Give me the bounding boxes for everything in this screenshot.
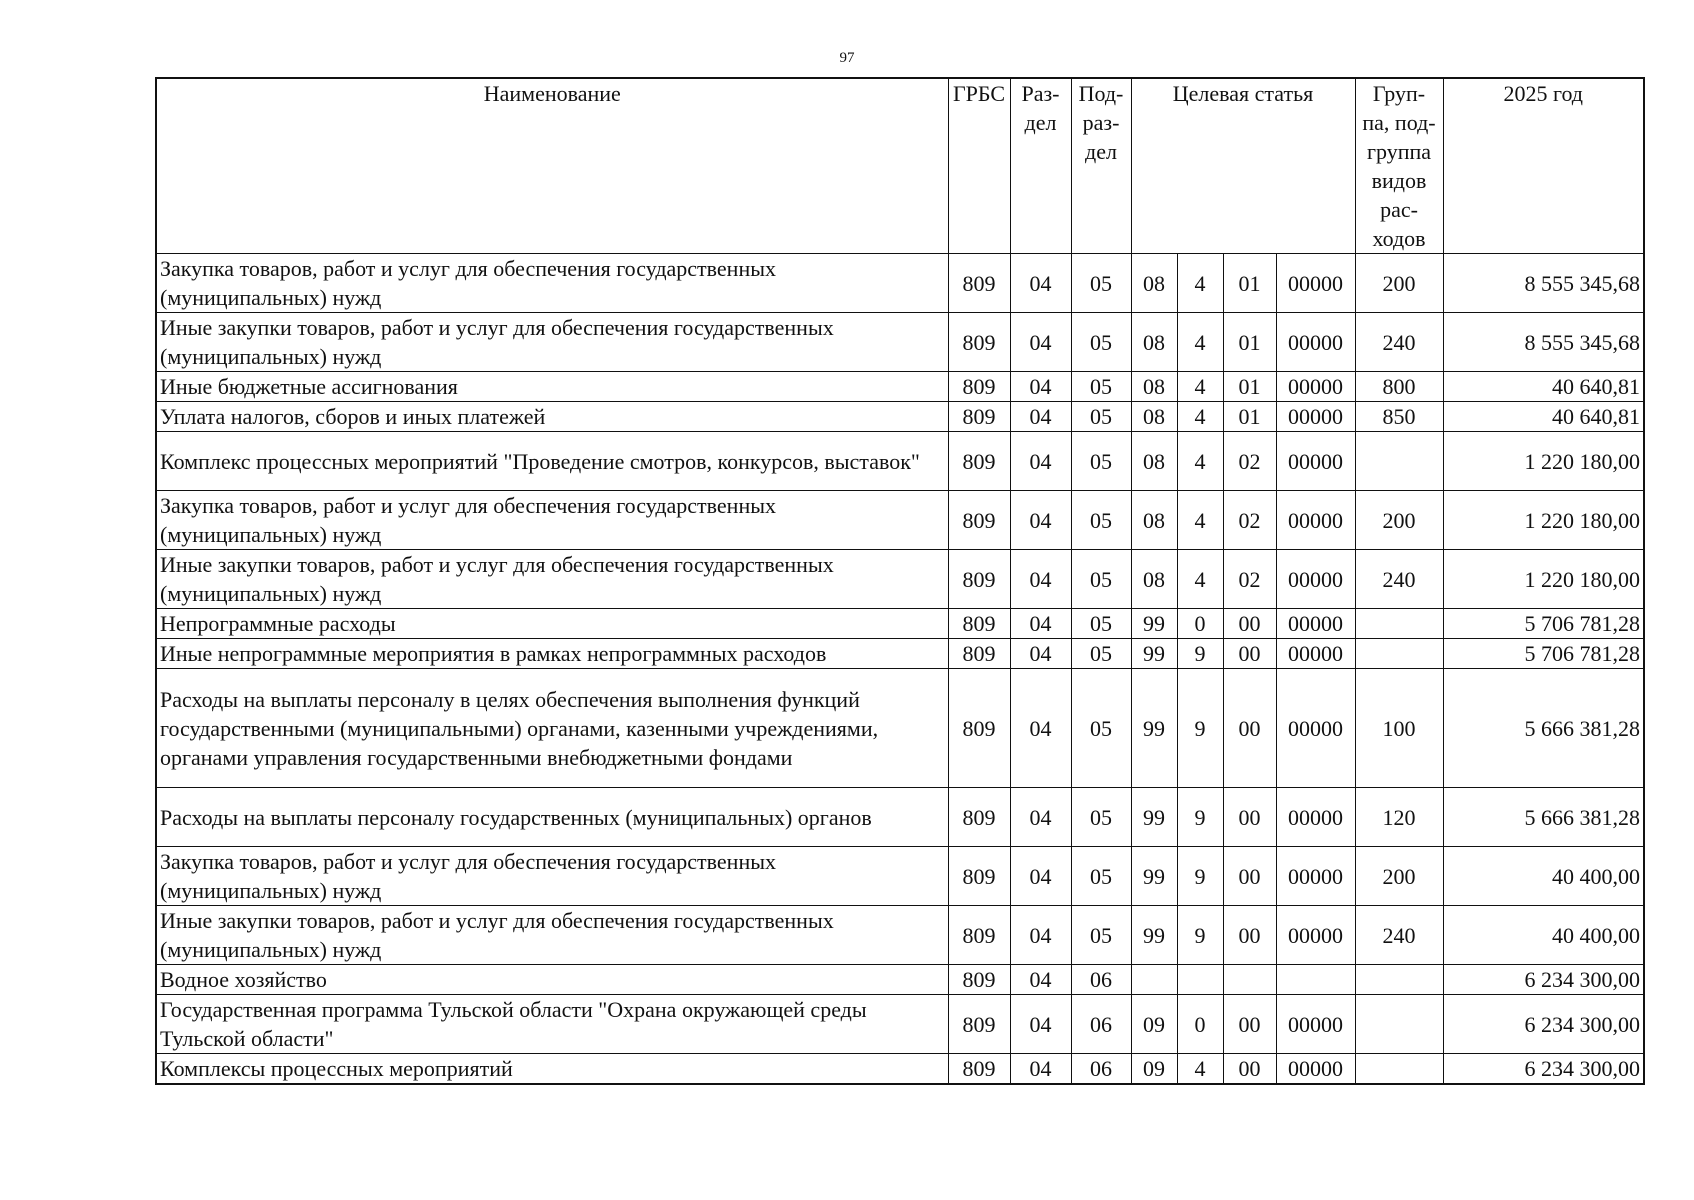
- row-expense-group: [1355, 432, 1443, 491]
- row-target-program: 99: [1131, 609, 1177, 639]
- row-expense-group: 240: [1355, 906, 1443, 965]
- header-podrazdel: Под- раз- дел: [1071, 78, 1131, 254]
- row-razdel: 04: [1010, 906, 1071, 965]
- row-target-subprogram: [1223, 965, 1276, 995]
- row-name: Закупка товаров, работ и услуг для обеспечения государственных (муниципальных) нужд: [156, 847, 948, 906]
- row-razdel: 04: [1010, 550, 1071, 609]
- row-amount: 5 666 381,28: [1443, 669, 1644, 788]
- header-target-article: Целевая статья: [1131, 78, 1355, 254]
- row-expense-group: [1355, 609, 1443, 639]
- row-grbs: 809: [948, 491, 1010, 550]
- row-grbs: 809: [948, 847, 1010, 906]
- row-target-direction: 00000: [1276, 639, 1355, 669]
- header-razdel: Раз- дел: [1010, 78, 1071, 254]
- row-name: Иные непрограммные мероприятия в рамках непрограммных расходов: [156, 639, 948, 669]
- row-name: Государственная программа Тульской области "Охрана окружающей среды Тульской области": [156, 995, 948, 1054]
- row-target-direction: 00000: [1276, 906, 1355, 965]
- row-target-subprogram: 02: [1223, 432, 1276, 491]
- row-target-direction: 00000: [1276, 995, 1355, 1054]
- header-expense-group: Груп- па, под- группа видов рас- ходов: [1355, 78, 1443, 254]
- row-name: Иные закупки товаров, работ и услуг для обеспечения государственных (муниципальных) нужд: [156, 906, 948, 965]
- row-target-type: [1177, 965, 1223, 995]
- row-grbs: 809: [948, 669, 1010, 788]
- row-amount: 40 640,81: [1443, 402, 1644, 432]
- row-podrazdel: 05: [1071, 669, 1131, 788]
- row-name: Водное хозяйство: [156, 965, 948, 995]
- table-row: [156, 669, 1644, 788]
- row-grbs: 809: [948, 313, 1010, 372]
- row-name: Комплексы процессных мероприятий: [156, 1054, 948, 1085]
- row-grbs: 809: [948, 965, 1010, 995]
- row-target-subprogram: 00: [1223, 1054, 1276, 1085]
- row-target-type: 9: [1177, 639, 1223, 669]
- row-grbs: 809: [948, 609, 1010, 639]
- row-target-direction: 00000: [1276, 313, 1355, 372]
- row-name: Непрограммные расходы: [156, 609, 948, 639]
- row-target-direction: 00000: [1276, 788, 1355, 847]
- row-target-program: 08: [1131, 491, 1177, 550]
- row-target-type: 9: [1177, 906, 1223, 965]
- row-amount: 6 234 300,00: [1443, 965, 1644, 995]
- row-target-direction: 00000: [1276, 254, 1355, 313]
- row-target-subprogram: 00: [1223, 995, 1276, 1054]
- header-name: Наименование: [156, 78, 948, 254]
- row-grbs: 809: [948, 372, 1010, 402]
- row-expense-group: [1355, 995, 1443, 1054]
- table-header-row: [156, 78, 1644, 254]
- row-target-type: 9: [1177, 847, 1223, 906]
- row-target-program: 99: [1131, 788, 1177, 847]
- row-target-type: 0: [1177, 995, 1223, 1054]
- row-name: Уплата налогов, сборов и иных платежей: [156, 402, 948, 432]
- row-target-direction: 00000: [1276, 550, 1355, 609]
- row-target-program: 08: [1131, 402, 1177, 432]
- row-name: Закупка товаров, работ и услуг для обеспечения государственных (муниципальных) нужд: [156, 254, 948, 313]
- row-razdel: 04: [1010, 432, 1071, 491]
- table-row: [156, 432, 1644, 491]
- row-target-program: 09: [1131, 1054, 1177, 1085]
- row-target-program: 99: [1131, 847, 1177, 906]
- row-podrazdel: 06: [1071, 995, 1131, 1054]
- row-target-type: 4: [1177, 372, 1223, 402]
- row-grbs: 809: [948, 906, 1010, 965]
- row-expense-group: [1355, 639, 1443, 669]
- table-row: [156, 313, 1644, 372]
- row-target-type: 0: [1177, 609, 1223, 639]
- row-grbs: 809: [948, 995, 1010, 1054]
- row-amount: 40 640,81: [1443, 372, 1644, 402]
- row-target-subprogram: 00: [1223, 788, 1276, 847]
- row-podrazdel: 05: [1071, 550, 1131, 609]
- row-podrazdel: 05: [1071, 788, 1131, 847]
- row-podrazdel: 05: [1071, 906, 1131, 965]
- header-grbs: ГРБС: [948, 78, 1010, 254]
- row-expense-group: 200: [1355, 847, 1443, 906]
- row-target-program: 09: [1131, 995, 1177, 1054]
- table-body: [156, 254, 1644, 1085]
- table-row: [156, 965, 1644, 995]
- row-target-direction: 00000: [1276, 847, 1355, 906]
- row-razdel: 04: [1010, 639, 1071, 669]
- row-target-type: 4: [1177, 313, 1223, 372]
- row-target-subprogram: 01: [1223, 313, 1276, 372]
- row-target-direction: 00000: [1276, 491, 1355, 550]
- row-target-program: 08: [1131, 254, 1177, 313]
- row-target-program: 08: [1131, 372, 1177, 402]
- row-razdel: 04: [1010, 965, 1071, 995]
- row-razdel: 04: [1010, 254, 1071, 313]
- row-grbs: 809: [948, 402, 1010, 432]
- table-row: [156, 550, 1644, 609]
- row-target-type: 4: [1177, 491, 1223, 550]
- row-podrazdel: 05: [1071, 639, 1131, 669]
- row-target-subprogram: 01: [1223, 372, 1276, 402]
- row-expense-group: [1355, 965, 1443, 995]
- row-razdel: 04: [1010, 491, 1071, 550]
- row-amount: 8 555 345,68: [1443, 313, 1644, 372]
- row-expense-group: 120: [1355, 788, 1443, 847]
- row-target-direction: [1276, 965, 1355, 995]
- row-razdel: 04: [1010, 847, 1071, 906]
- table-row: [156, 906, 1644, 965]
- row-target-subprogram: 02: [1223, 550, 1276, 609]
- row-grbs: 809: [948, 639, 1010, 669]
- row-amount: 40 400,00: [1443, 847, 1644, 906]
- row-target-subprogram: 00: [1223, 847, 1276, 906]
- row-amount: 5 666 381,28: [1443, 788, 1644, 847]
- table-row: [156, 254, 1644, 313]
- row-expense-group: 100: [1355, 669, 1443, 788]
- row-expense-group: 200: [1355, 491, 1443, 550]
- row-grbs: 809: [948, 550, 1010, 609]
- row-target-direction: 00000: [1276, 432, 1355, 491]
- row-target-subprogram: 00: [1223, 669, 1276, 788]
- table-row: [156, 402, 1644, 432]
- row-grbs: 809: [948, 1054, 1010, 1085]
- row-podrazdel: 05: [1071, 402, 1131, 432]
- row-name: Закупка товаров, работ и услуг для обеспечения государственных (муниципальных) нужд: [156, 491, 948, 550]
- row-expense-group: 240: [1355, 550, 1443, 609]
- row-target-program: 99: [1131, 906, 1177, 965]
- row-grbs: 809: [948, 788, 1010, 847]
- row-target-program: 99: [1131, 669, 1177, 788]
- row-amount: 5 706 781,28: [1443, 639, 1644, 669]
- row-podrazdel: 05: [1071, 609, 1131, 639]
- row-expense-group: 800: [1355, 372, 1443, 402]
- row-target-type: 9: [1177, 669, 1223, 788]
- header-year-2025: 2025 год: [1443, 78, 1644, 254]
- row-target-subprogram: 01: [1223, 402, 1276, 432]
- table-row: [156, 788, 1644, 847]
- table-row: [156, 372, 1644, 402]
- row-razdel: 04: [1010, 788, 1071, 847]
- row-amount: 40 400,00: [1443, 906, 1644, 965]
- row-razdel: 04: [1010, 313, 1071, 372]
- row-grbs: 809: [948, 254, 1010, 313]
- row-target-type: 4: [1177, 1054, 1223, 1085]
- row-podrazdel: 05: [1071, 254, 1131, 313]
- row-target-program: 08: [1131, 432, 1177, 491]
- page-number: 97: [839, 50, 855, 66]
- row-razdel: 04: [1010, 669, 1071, 788]
- table-row: [156, 1054, 1644, 1085]
- row-amount: 6 234 300,00: [1443, 1054, 1644, 1085]
- table-row: [156, 639, 1644, 669]
- row-amount: 1 220 180,00: [1443, 491, 1644, 550]
- row-expense-group: 850: [1355, 402, 1443, 432]
- row-razdel: 04: [1010, 1054, 1071, 1085]
- row-podrazdel: 05: [1071, 313, 1131, 372]
- row-target-direction: 00000: [1276, 372, 1355, 402]
- row-name: Иные закупки товаров, работ и услуг для обеспечения государственных (муниципальных) нужд: [156, 313, 948, 372]
- table-row: [156, 609, 1644, 639]
- row-expense-group: [1355, 1054, 1443, 1085]
- row-target-direction: 00000: [1276, 609, 1355, 639]
- row-target-type: 9: [1177, 788, 1223, 847]
- row-target-subprogram: 00: [1223, 609, 1276, 639]
- row-podrazdel: 06: [1071, 965, 1131, 995]
- budget-table: [155, 77, 1645, 1085]
- row-razdel: 04: [1010, 402, 1071, 432]
- row-target-direction: 00000: [1276, 402, 1355, 432]
- row-target-program: 08: [1131, 550, 1177, 609]
- row-target-type: 4: [1177, 432, 1223, 491]
- row-name: Комплекс процессных мероприятий "Проведение смотров, конкурсов, выставок": [156, 432, 948, 491]
- row-amount: 1 220 180,00: [1443, 550, 1644, 609]
- row-podrazdel: 05: [1071, 491, 1131, 550]
- row-target-program: [1131, 965, 1177, 995]
- row-expense-group: 240: [1355, 313, 1443, 372]
- row-razdel: 04: [1010, 372, 1071, 402]
- row-razdel: 04: [1010, 609, 1071, 639]
- row-amount: 5 706 781,28: [1443, 609, 1644, 639]
- row-grbs: 809: [948, 432, 1010, 491]
- row-target-program: 99: [1131, 639, 1177, 669]
- row-target-subprogram: 02: [1223, 491, 1276, 550]
- row-name: Расходы на выплаты персоналу в целях обеспечения выполнения функций государственными (муниципальными) органами, казенными учреждениями, органами управления государственными внебюджетными фондами: [156, 669, 948, 788]
- row-expense-group: 200: [1355, 254, 1443, 313]
- row-target-type: 4: [1177, 402, 1223, 432]
- table-row: [156, 995, 1644, 1054]
- row-podrazdel: 05: [1071, 847, 1131, 906]
- row-target-subprogram: 01: [1223, 254, 1276, 313]
- row-target-type: 4: [1177, 254, 1223, 313]
- row-name: Иные бюджетные ассигнования: [156, 372, 948, 402]
- row-amount: 8 555 345,68: [1443, 254, 1644, 313]
- row-name: Расходы на выплаты персоналу государственных (муниципальных) органов: [156, 788, 948, 847]
- row-target-direction: 00000: [1276, 669, 1355, 788]
- row-target-type: 4: [1177, 550, 1223, 609]
- row-podrazdel: 05: [1071, 372, 1131, 402]
- table-row: [156, 847, 1644, 906]
- row-target-program: 08: [1131, 313, 1177, 372]
- table-row: [156, 491, 1644, 550]
- row-podrazdel: 06: [1071, 1054, 1131, 1085]
- row-amount: 1 220 180,00: [1443, 432, 1644, 491]
- row-target-direction: 00000: [1276, 1054, 1355, 1085]
- row-razdel: 04: [1010, 995, 1071, 1054]
- row-target-subprogram: 00: [1223, 906, 1276, 965]
- row-target-subprogram: 00: [1223, 639, 1276, 669]
- row-amount: 6 234 300,00: [1443, 995, 1644, 1054]
- row-name: Иные закупки товаров, работ и услуг для обеспечения государственных (муниципальных) нужд: [156, 550, 948, 609]
- row-podrazdel: 05: [1071, 432, 1131, 491]
